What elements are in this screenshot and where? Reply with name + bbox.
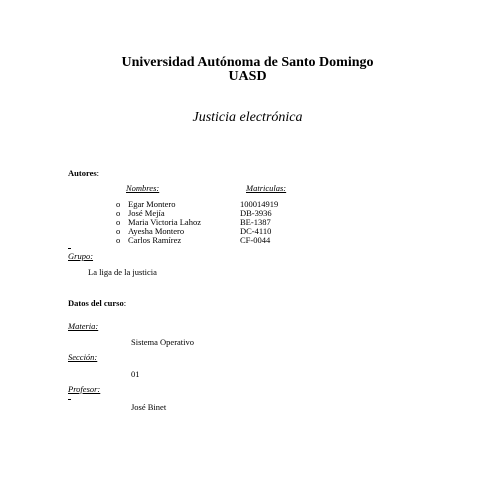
authors-heading <box>68 168 99 178</box>
bullet-icon: o <box>116 208 121 218</box>
author-name: Ayesha Montero <box>128 226 185 236</box>
subject-label: Materia: <box>68 321 99 331</box>
document-subtitle: Justicia electrónica <box>192 110 303 125</box>
course-colon: : <box>123 298 127 308</box>
stray-mark <box>68 248 71 249</box>
authors-colon: : <box>96 168 100 178</box>
author-name: José Mejía <box>128 208 165 218</box>
section-value: 01 <box>131 369 140 379</box>
group-label: Grupo: <box>68 251 94 261</box>
author-id: DB-3936 <box>240 208 272 218</box>
group-value: La liga de la justicia <box>88 267 157 277</box>
author-id: DC-4110 <box>240 226 272 236</box>
course-heading <box>68 298 126 308</box>
author-name: Egar Montero <box>128 199 176 209</box>
university-title: Universidad Autónoma de Santo Domingo <box>121 55 374 70</box>
author-name: Carlos Ramírez <box>128 235 182 245</box>
names-column-header: Nombres: <box>126 183 160 193</box>
author-id: BE-1387 <box>240 217 271 227</box>
bullet-icon: o <box>116 226 121 236</box>
bullet-icon: o <box>116 235 121 245</box>
author-id: CF-0044 <box>240 235 271 245</box>
professor-value: José Binet <box>131 402 167 412</box>
author-name: Maria Victoria Lahoz <box>128 217 201 227</box>
author-id: 100014919 <box>240 199 279 209</box>
stray-mark <box>68 399 71 400</box>
bullet-icon: o <box>116 217 121 227</box>
professor-label: Profesor: <box>68 384 101 394</box>
bullet-icon: o <box>116 199 121 209</box>
section-label: Sección: <box>68 352 98 362</box>
authors-label: Autores <box>68 168 97 178</box>
course-label: Datos del curso <box>68 298 124 308</box>
ids-column-header: Matriculas: <box>246 183 287 193</box>
subject-value: Sistema Operativo <box>131 337 195 347</box>
university-acronym: UASD <box>228 69 267 84</box>
